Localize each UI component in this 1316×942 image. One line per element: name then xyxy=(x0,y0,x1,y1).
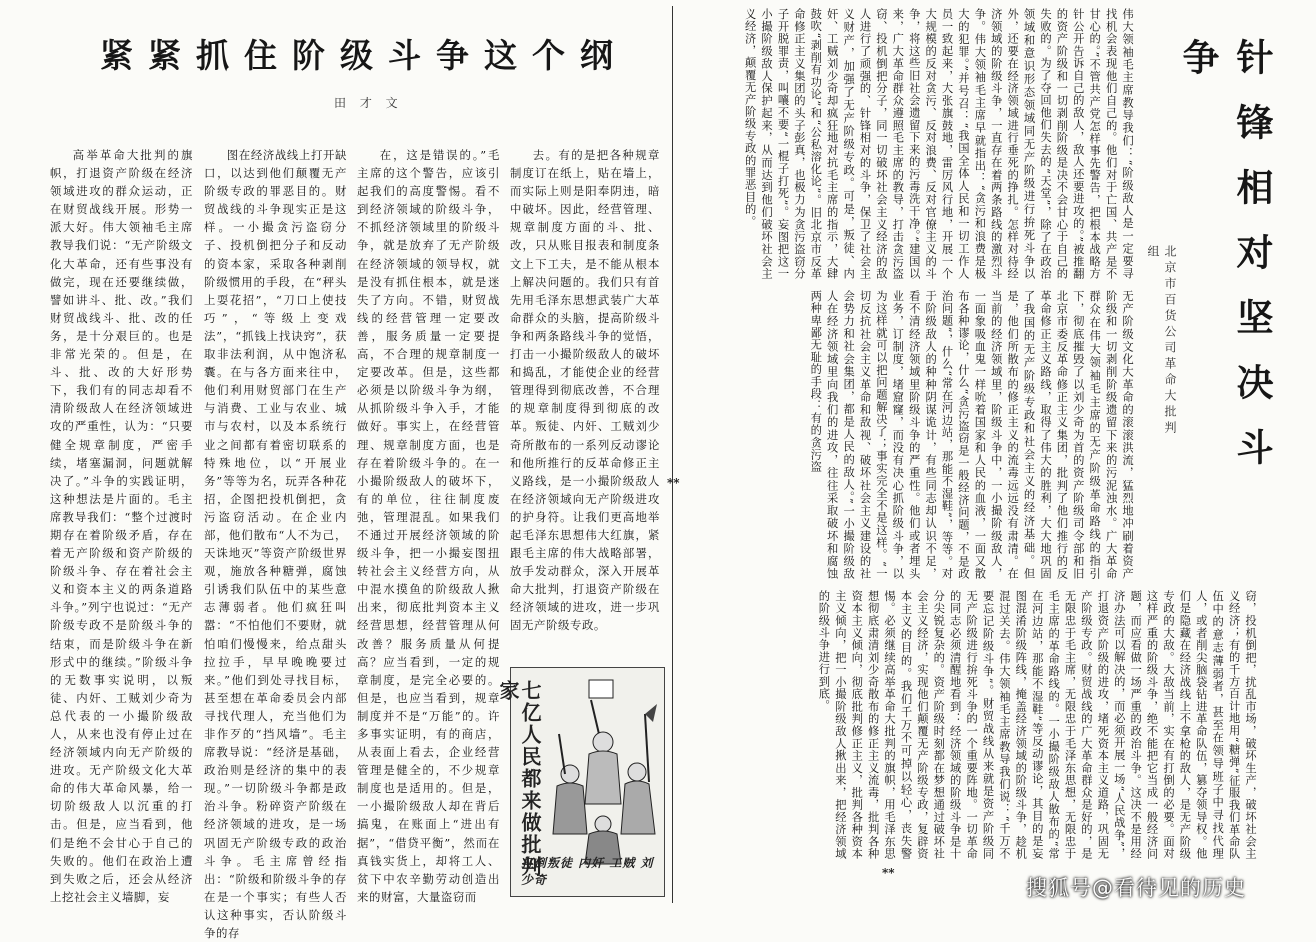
right-column-2: 无产阶级文化大革命的滚滚洪流，猛烈地冲刷着资产阶级和一切剥削阶级遗留下来的污泥浊水。广大革命群众在伟大领袖毛主席的无产阶级革命路线的指引下，彻底摧毁了以刘少奇为首的资产阶级司令部和旧北京市委反革命修正主义集团，批判了他们推行的反革命修正主义路线，取得了伟大的胜利，大大地巩固了我国的无产阶级专政和社会主义的经济基础。但是，他们所散布的修正主义的流毒远远没有肃清。在当前的经济领域里，阶级斗争中，一小撮阶级敌人，一面象吸血鬼一样吮着国家和人民的血液，一面又散布各种谬论，什么“贪污盗窃是一般经济问题，不是政治问题”，什么“常在河边站，那能不湿鞋”，等等。对于阶级敌人的种种阴谋诡计，有些同志却认识不足，看不清经济领域里阶级斗争的严重性。他们或者埋头业务，订制度，堵窟窿，而没有决心抓阶级斗争，以为这样就可以把问题解决了；事实完全不是这样。“一切反抗社会主义革命和敌视、破坏社会主义建设的社会势力和社会集团，都是人民的敌人。”一小撮阶级敌人在经济领域里向我们的进攻，往往采取破坏和腐蚀两种卑鄙无耻的手段：有的贪污盗 xyxy=(809,290,1134,580)
watermark: 搜狐号@看待见的历史 xyxy=(1026,876,1246,900)
propaganda-cartoon xyxy=(496,667,665,897)
cartoon-crowd-illustration xyxy=(545,674,663,864)
left-article-author: 田 才 文 xyxy=(334,96,403,110)
cartoon-slogan: 七亿人民都来做批判家 xyxy=(496,680,542,878)
left-column-2: 图在经济战线上打开缺口，以达到他们颠覆无产阶级专政的罪恶目的。财贸战线的斗争现实正是这样。一小撮贪污盗窃分子、投机倒把分子和反动的资本家，采取各种剥削阶级惯用的手段，在“秤头上耍花招”，“刀口上使技巧”，“等级上变戏法”，“抓钱上找诀窍”，获取非法利润，从中饱济私囊。在与各方面来往中，他们利用财贸部门在生产与消费、工业与农业、城市与农村，以及本系统行业之间都有着密切联系的特殊地位，以“开展业务”等等为名，玩弄各种花招，企图把投机倒把，贪污盗窃活动。在企业内部，他们散布“人不为己，天诛地灭”等资产阶级世界观，施放各种糖弹，腐蚀引诱我们队伍中的某些意志薄弱者。他们疯狂叫嚣：“不怕他们不要财，就怕咱们慢慢来，给点甜头拉拉手，早早晚晚要过来。”他们到处寻找目标，甚至想在革命委员会内部寻找代理人，充当他们为非作歹的“挡风墙”。毛主席教导说：“经济是基础，政治则是经济的集中的表现。”一切阶级斗争都是政治斗争。粉碎资产阶级在经济领域的进攻，是一场巩固无产阶级专政的政治斗争。毛主席曾经指出：“阶级和阶级斗争的存在是一个事实；有些人否认这种事实，否认阶级斗争的存 xyxy=(204,148,347,941)
left-column-4: 去。有的是把各种规章制度订在纸上，贴在墙上，而实际上则是阳奉阴违，暗中破坏。因此，经营管理、规章制度方面的斗、批、改，只从账目报表和制度条文上下工夫，是不能从根本上解决问题的。我们只有首先用毛泽东思想武装广大革命群众的头脑，提高阶级斗争和两条路线斗争的觉悟，打击一小撮阶级敌人的破坏和捣乱，才能使企业的经营管理得到彻底改善，不合理的规章制度得到彻底的改革。叛徒、内奸、工贼刘少奇所散布的一系列反动谬论和他所推行的反革命修正主义路线，是一小撮阶级敌人在经济领域向无产阶级进攻的护身符。让我们更高地举起毛泽东思想伟大红旗，紧跟毛主席的伟大战略部署，放手发动群众，深入开展革命大批判，打退资产阶级在经济领域的进攻，进一步巩固无产阶级专政。 xyxy=(510,148,660,633)
left-column-3: 在，这是错误的。”毛主席的这个警告，应该引起我们的高度警惕。看不到经济领域的阶级斗争，不抓经济领域里的阶级斗争，就是放弃了无产阶级在经济领域的领导权，就是没有抓住根本，就是迷失了方向。不错，财贸战线的经营管理一定要改善，服务质量一定要提高，不合理的规章制度一定要改革。但是，这些都必须是以阶级斗争为纲，从抓阶级斗争入手，才能做好。事实上，在经营管理、规章制度方面，也是存在着阶级斗争的。在一小撮阶级敌人的破坏下，有的单位，往往制度废弛，管理混乱。如果我们不通过开展经济领域的阶级斗争，把一小撮妄图扭转社会主义经营方向，从中混水摸鱼的阶级敌人揪出来，彻底批判资本主义经营思想，经营管理从何改善？服务质量从何提高？应当看到，一定的规章制度，是完全必要的。但是，也应当看到，规章制度并不是“万能”的。许多事实证明，有的商店，从表面上看去，企业经营管理是健全的，不少规章制度也是适用的。但是，一小撮阶级敌人却在背后搞鬼，在账面上“进出有据”，“借贷平衡”，然而在真钱实货上，却将工人、贫下中农辛勤劳动创造出来的财富，大量盗窃而 xyxy=(357,148,500,904)
separator-dots: ** xyxy=(667,476,680,490)
right-column-1: 伟大领袖毛主席教导我们：“阶级敌人是一定要寻找机会表现他们自己的。他们对于亡国、共产是不甘心的。”不管共产党怎样事先警告，把根本战略方针公开告诉自己的敌人，敌人还要进攻的。”被推翻的资产阶级和一切剥削阶级是决不会甘心于自己的失败的。为了夺回他们失去的“天堂”，除了在政治领域和意识形态领域同无产阶级进行拚死斗争以外，还要在经济领域进行垂死的挣扎。怎样对待经济领域的阶级斗争，一直存在着两条路线的激烈斗争。伟大领袖毛主席早就指出：“贪污和浪费是极大的犯罪。”并号召：“我国全体人民和一切工作人员一致起来，大张旗鼓地，雷厉风行地，开展一个大规模的反对贪污、反对浪费、反对官僚主义的斗争，将这些旧社会遗留下来的污毒洗干净。”建国以来，广大革命群众遵照毛主席的教导，打击贪污盗窃、投机倒把分子，同一切破坏社会主义经济的敌人进行了顽强的、针锋相对的斗争，保卫了社会主义财产，加强了无产阶级专政。可是，叛徒、内奸、工贼刘少奇却疯狂地对抗毛主席的指示，大肆鼓吹“剥削有功论”和“公私溶化论”。旧北京市反革命修正主义集团的头子彭真，也极力为贪污盗窃分子开脱罪责，叫嚷不要“一棍子打死”。妄图把这一小撮阶级敌人保护起来，从而达到他们破坏社会主义经济，颠覆无产阶级专政的罪恶目的。 xyxy=(743,8,1134,280)
right-article-author: 北京市百货公司革命大批判组 xyxy=(1146,245,1177,437)
column-divider-rule xyxy=(672,6,673,903)
left-article-title: 紧紧抓住阶级斗争这个纲 xyxy=(100,36,628,75)
cartoon-caption: 打倒叛徒 内奸 工贼 刘少奇 xyxy=(521,856,654,887)
right-column-3: 窃，投机倒把，扰乱市场，破坏生产，破坏社会主义经济；有的千方百计地用“糖弹”征服我们革命队伍中的意志薄弱者，甚至在领导班子中寻找代理人，或者削尖脑袋钻进革命队伍，篡夺领导权。他们是隐藏在经济战线上不拿枪的敌人，是无产阶级专政的大敌。大敌当前，实在有打倒的必要。面对这样严重的阶级斗争，绝不能把它当成一般经济问题，而应看做一场严重的政治斗争。这决不是用经济办法可以解决的，而必须开展一场“人民战争”，打退资产阶级的进攻，堵死资本主义道路，巩固无产阶级专政。财贸战线的广大革命群众是好的，是无限忠于毛主席，无限忠于毛泽东思想，无限忠于毛主席的革命路线的。一小撮阶级敌人散布的“常在河边站，那能不湿鞋”等反动谬论，其目的是妄图混淆阶级阵线，掩盖经济领域的阶级斗争，趁机混过关去。伟大领袖毛主席教导我们说：“千万不要忘记阶级斗争”。财贸战线从来就是资产阶级同无产阶级进行拚死斗争的一个重要阵地。一切革命的同志必须清醒地看到：经济领域的阶级斗争是十分尖锐复杂的。资产阶级时刻都在梦想通过破坏社会主义经济，实现他们颠覆无产阶级专政，复辟资本主义的目的。我们千万不可掉以轻心，丧失警惕。必须继续高举革命大批判的旗帜，用毛泽东思想彻底肃清刘少奇散布的修正主义流毒，批判各种资本主义倾向，彻底批判修正主义，批判各种资本主义倾向，把一小撮阶级敌人揪出来，把经济领域的阶级斗争进行到底。 xyxy=(817,590,1257,860)
left-column-1: 高举革命大批判的旗帜，打退资产阶级在经济领域进攻的群众运动，正在财贸战线开展。形势一派大好。伟大领袖毛主席教导我们说：“无产阶级文化大革命，还有些事没有做完，现在还要继续做，譬如讲斗、批、改。”我们财贸战线斗、批、改的任务，是十分艰巨的。也是非常光荣的。但是，在斗、批、改的大好形势下，我们有的同志却看不清阶级敌人在经济领域进攻的严重性，认为：“只要健全规章制度，严密手续，堵塞漏洞，问题就解决了。”斗争的实践证明，这种想法是片面的。毛主席教导我们：“整个过渡时期存在着阶级矛盾，存在着无产阶级和资产阶级的阶级斗争、存在着社会主义和资本主义的两条道路斗争。”列宁也说过：“无产阶级专政不是阶级斗争的结束，而是阶级斗争在新形式中的继续。”阶级斗争的无数事实说明，以叛徒、内奸、工贼刘少奇为总代表的一小撮阶级敌人，从来也没有停止过在经济领域内向无产阶级的进攻。无产阶级文化大革命的伟大革命风暴，给一切阶级敌人以沉重的打击。但是，应当看到，他们是绝不会甘心于自己的失败的。他们在政治上遭到失败之后，还会从经济上挖社会主义墙脚，妄 xyxy=(50,148,193,904)
separator-dots: ** xyxy=(882,866,895,880)
right-article-title: 针锋相对坚决斗争 xyxy=(1176,38,1273,493)
